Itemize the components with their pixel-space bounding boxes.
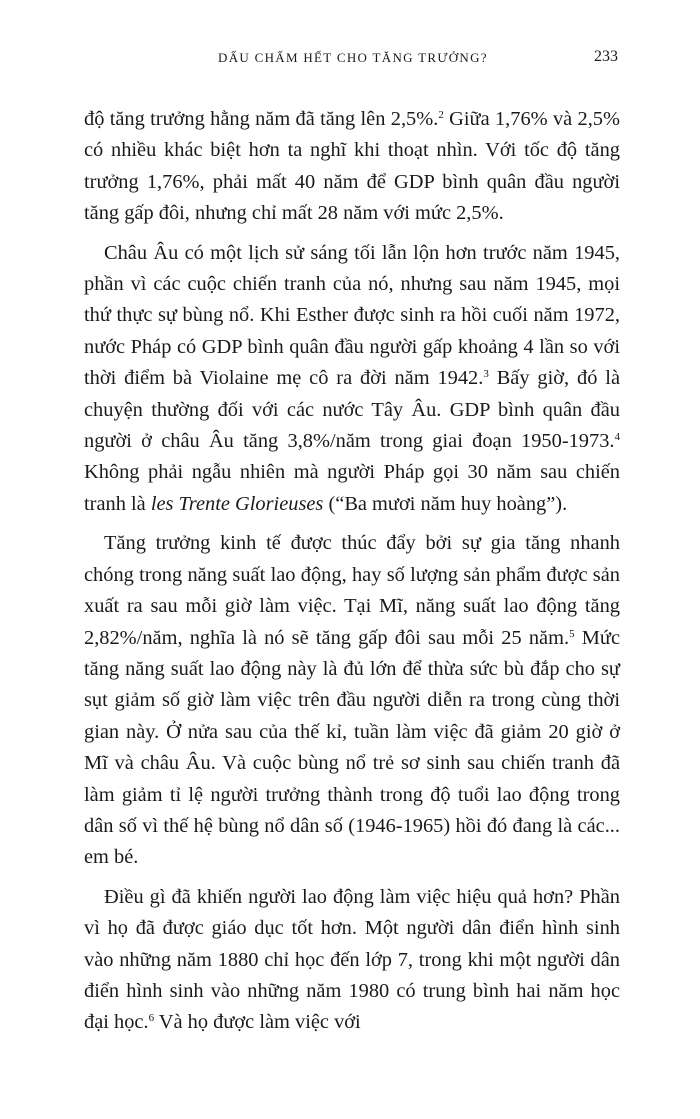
footnote-marker: 6 xyxy=(148,1012,155,1025)
paragraph-text: Và họ được làm việc với xyxy=(154,1011,361,1034)
running-title: DẤU CHẤM HẾT CHO TĂNG TRƯỞNG? xyxy=(218,50,488,65)
italic-phrase: les Trente Glorieuses xyxy=(150,492,324,515)
paragraph-text: Tăng trưởng kinh tế được thúc đẩy bởi sự gia tăng nhanh chóng trong năng suất lao động, hay số lượng sản phẩm được sản xuất ra sau mỗi giờ làm việc. Tại Mĩ, năng suất lao động tăng 2,82%/năm, nghĩa là nó sẽ tăng gấp đôi sau mỗi 25 năm. xyxy=(84,532,620,649)
footnote-marker: 4 xyxy=(614,430,620,443)
paragraph-text: Giữa 1,76% và 2,5% có nhiều khác biệt hơn ta nghĩ khi thoạt nhìn. Với tốc độ tăng trưởng 1,76%, phải mất 40 năm để GDP bình quân đầu người tăng gấp đôi, nhưng chỉ mất 28 năm với mức 2,5%. xyxy=(84,108,620,225)
paragraph-2 xyxy=(84,238,620,521)
paragraph-text: Châu Âu có một lịch sử sáng tối lẫn lộn hơn trước năm 1945, phần vì các cuộc chiến tranh của nó, nhưng sau năm 1945, mọi thứ thực sự bùng nổ. Khi Esther được sinh ra hồi cuối năm 1972, nước Pháp có GDP bình quân đầu người gấp khoảng 4 lần so với thời điểm bà Violaine mẹ cô ra đời năm 1942. xyxy=(84,241,620,390)
paragraph-1 xyxy=(84,104,620,230)
body-text xyxy=(84,104,620,1039)
paragraph-text: Mức tăng năng suất lao động này là đủ lớn để thừa sức bù đắp cho sự sụt giảm số giờ làm việc trên đầu người diễn ra trong cùng thời gian này. Ở nửa sau của thế kỉ, tuần làm việc đã giảm 20 giờ ở Mĩ và châu Âu. Và cuộc bùng nổ trẻ sơ sinh sau chiến tranh đã làm giảm tỉ lệ người trưởng thành trong độ tuổi lao động trong dân số vì thế hệ bùng nổ dân số (1946-1965) hồi đó đang là các... em bé. xyxy=(84,626,620,869)
paragraph-text: Điều gì đã khiến người lao động làm việc hiệu quả hơn? Phần vì họ đã được giáo dục tốt hơn. Một người dân điển hình sinh vào những năm 1880 chỉ học đến lớp 7, trong khi một người dân điển hình sinh vào những năm 1980 có trung bình hai năm học đại học. xyxy=(84,885,620,1034)
footnote-marker: 2 xyxy=(438,108,444,121)
paragraph-text: (“Ba mươi năm huy hoàng”). xyxy=(323,492,568,515)
footnote-marker: 5 xyxy=(569,627,575,640)
paragraph-3 xyxy=(84,528,620,873)
footnote-marker: 3 xyxy=(483,368,489,381)
paragraph-text: độ tăng trưởng hằng năm đã tăng lên 2,5%. xyxy=(84,108,439,130)
paragraph-4 xyxy=(84,882,620,1039)
running-head xyxy=(0,50,700,70)
paragraph-text: Bấy giờ, đó là chuyện thường đối với các nước Tây Âu. GDP bình quân đầu người ở châu Âu tăng 3,8%/năm trong giai đoạn 1950-1973. xyxy=(84,367,620,453)
paragraph-text: Không phải ngẫu nhiên mà người Pháp gọi 30 năm sau chiến tranh là xyxy=(84,461,620,515)
page-number: 233 xyxy=(594,48,618,65)
